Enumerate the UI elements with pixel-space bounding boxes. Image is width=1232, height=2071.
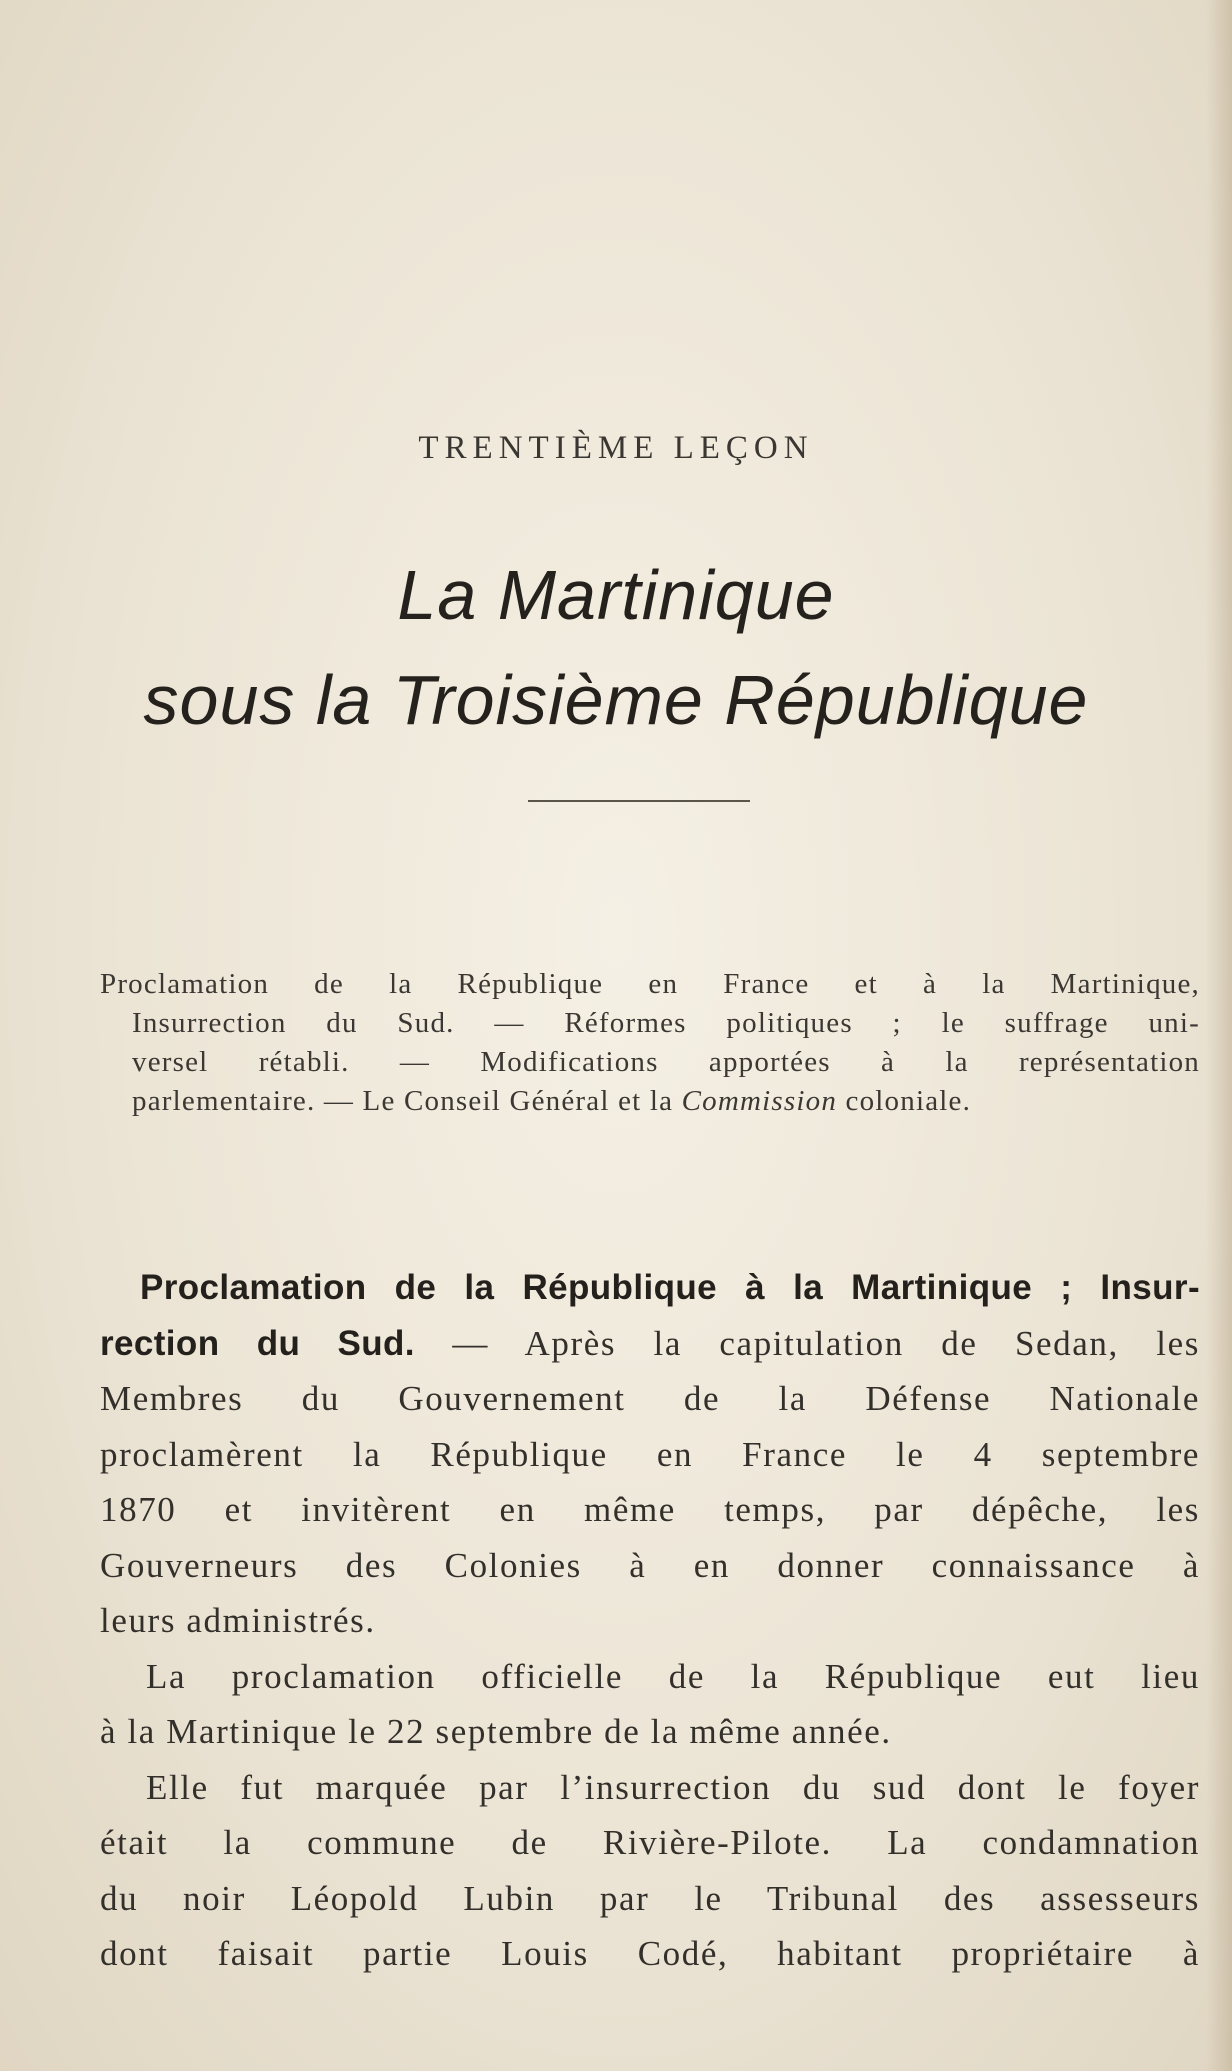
page-edge-shadow [1206,0,1232,2071]
summary-line [100,1082,1200,1121]
body-line: leurs administrés. [100,1601,376,1640]
summary-text: parlementaire. — Le Conseil Général et la [132,1085,682,1117]
body-line: dont faisait partie Louis Codé, habitant propriétaire à [100,1934,1200,1973]
body-line: proclamèrent la République en France le 4 septembre [100,1434,1200,1474]
body-line [100,1316,1200,1372]
body-text [100,1260,1200,1982]
section-heading-end: rection du Sud. [100,1323,415,1363]
body-line: Membres du Gouvernement de la Défense Nationale [100,1379,1200,1418]
body-line: Gouverneurs des Colonies à en donner connaissance à [100,1545,1200,1585]
chapter-summary [100,965,1200,1121]
lesson-number: TRENTIÈME LEÇON [418,430,814,466]
body-line: à la Martinique le 22 septembre de la même année. [100,1712,892,1751]
body-line: du noir Léopold Lubin par le Tribunal des assesseurs [100,1878,1200,1918]
chapter-title-line-2: sous la Troisième République [143,661,1089,739]
summary-italic-text: Commission [681,1085,838,1117]
body-line: La proclamation officielle de la République eut lieu [146,1656,1200,1696]
body-line: Elle fut marquée par l’insurrection du sud dont le foyer [146,1767,1200,1807]
summary-line: Insurrection du Sud. — Réformes politiques ; le suffrage uni- [132,1007,1200,1039]
summary-line: Proclamation de la République en France et à la Martinique, [100,968,1200,1000]
summary-text: coloniale. [837,1085,972,1117]
chapter-title-line-1: La Martinique [397,556,835,634]
summary-line: versel rétabli. — Modifications apportées à la représentation [132,1046,1200,1078]
title-divider [528,800,750,802]
body-line: était la commune de Rivière-Pilote. La condamnation [100,1823,1200,1862]
body-line: 1870 et invitèrent en même temps, par dépêche, les [100,1490,1200,1529]
body-text-span: — Après la capitulation de Sedan, les [414,1323,1200,1363]
section-heading: Proclamation de la République à la Martinique ; Insur- [140,1268,1200,1307]
